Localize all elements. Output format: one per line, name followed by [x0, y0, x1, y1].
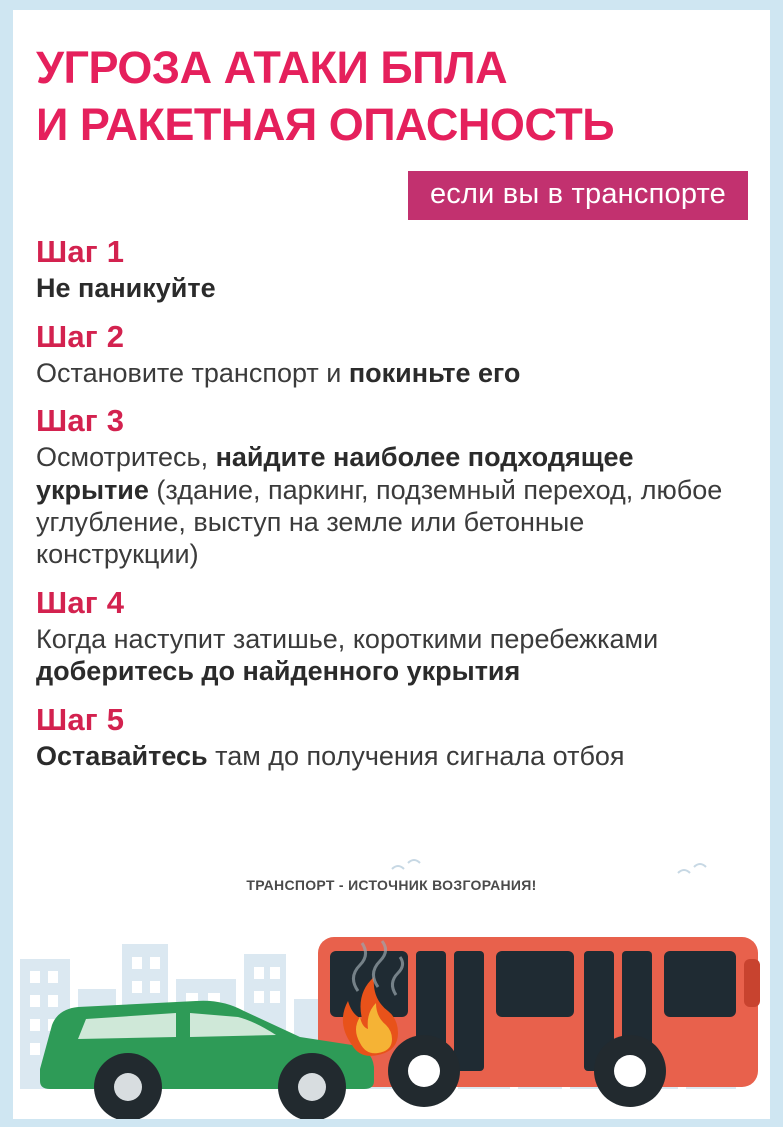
frame-edge-bottom — [0, 1119, 783, 1127]
title-line-1: УГРОЗА АТАКИ БПЛА — [36, 42, 508, 93]
list-item — [36, 585, 748, 688]
step-text: Остановите транспорт и покиньте его — [36, 357, 521, 388]
illustration-caption: ТРАНСПОРТ - ИСТОЧНИК ВОЗГОРАНИЯ! — [246, 877, 537, 893]
illustration — [0, 859, 783, 1119]
step-label: Шаг 5 — [36, 701, 125, 737]
birds-icon — [392, 860, 706, 873]
list-item — [36, 319, 748, 389]
step-text: Не паникуйте — [36, 273, 216, 304]
step-label: Шаг 2 — [36, 318, 125, 354]
subtitle-banner: если вы в транспорте — [408, 171, 748, 220]
step-label: Шаг 3 — [36, 403, 125, 439]
steps-list — [36, 234, 748, 772]
step-text: Оставайтесь там до получения сигнала отбоя — [36, 740, 625, 771]
subtitle-row — [36, 171, 748, 220]
list-item — [36, 234, 748, 304]
poster-content — [36, 40, 748, 786]
illustration-svg — [0, 859, 783, 1119]
step-text: Осмотритесь, найдите наиболее подходящее укрытие (здание, паркинг, подземный переход, любое углубление, выступ на земле или бетонные конструкции) — [36, 442, 723, 570]
list-item — [36, 403, 748, 571]
list-item — [36, 702, 748, 772]
step-label: Шаг 1 — [36, 234, 125, 270]
page-title — [36, 40, 748, 153]
step-text: Когда наступит затишье, короткими перебежками доберитесь до найденного укрытия — [36, 623, 659, 687]
step-label: Шаг 4 — [36, 584, 125, 620]
title-line-2: И РАКЕТНАЯ ОПАСНОСТЬ — [36, 98, 615, 150]
frame-edge-top — [0, 0, 783, 10]
